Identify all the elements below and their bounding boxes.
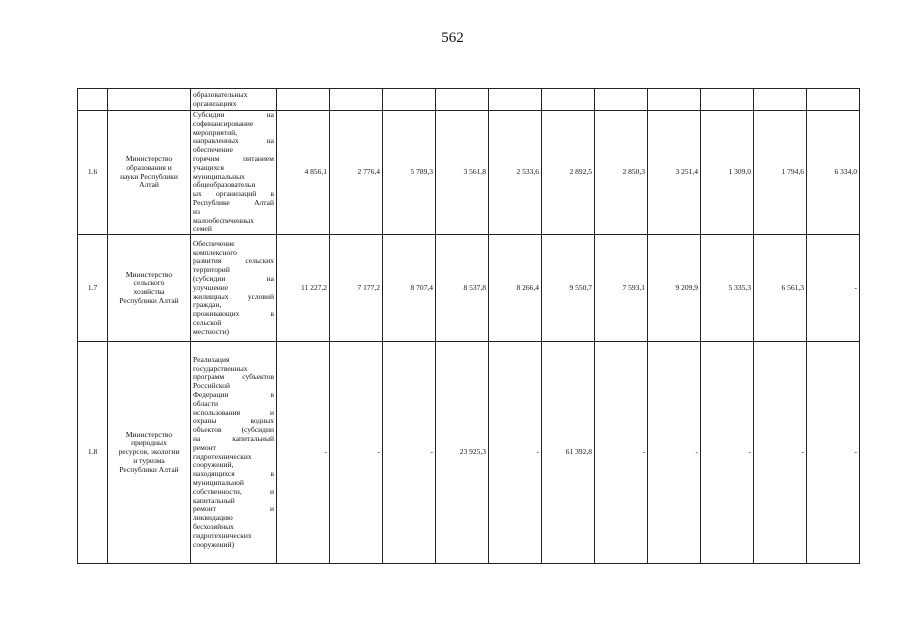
description-line: граждан, bbox=[193, 300, 222, 310]
description-line: Российской bbox=[193, 381, 230, 391]
description-line: общеобразовательн bbox=[193, 180, 256, 190]
description-line: гидротехнических bbox=[193, 530, 252, 540]
description-line: гидротехнических bbox=[193, 451, 252, 461]
value-cell: - bbox=[277, 342, 330, 564]
value-cell bbox=[648, 89, 701, 111]
ministry-line: Алтай bbox=[139, 180, 159, 190]
value-cell: 8 537,8 bbox=[436, 235, 489, 342]
description-line: сооружений, bbox=[193, 460, 234, 470]
ministry-line: Министерство bbox=[125, 269, 173, 279]
description-line: сельской bbox=[193, 317, 222, 327]
description-line: направленных на bbox=[193, 136, 274, 146]
description-line: собственности, и bbox=[193, 486, 274, 496]
ministry-cell bbox=[108, 235, 191, 342]
description-line: проживающих в bbox=[193, 309, 274, 319]
description-cell bbox=[191, 342, 277, 564]
value-cell bbox=[383, 89, 436, 111]
description-line: мероприятий, bbox=[193, 127, 237, 137]
description-line: образовательных bbox=[193, 89, 248, 99]
description-line: комплексного bbox=[193, 247, 237, 257]
ministry-line: Республики Алтай bbox=[119, 464, 179, 474]
value-cell: 2 776,4 bbox=[330, 111, 383, 235]
ministry-line: Министерство bbox=[125, 153, 173, 163]
value-cell: 7 177,2 bbox=[330, 235, 383, 342]
value-cell: 6 561,3 bbox=[754, 235, 807, 342]
value-cell: 61 392,8 bbox=[542, 342, 595, 564]
value-cell: 2 850,3 bbox=[595, 111, 648, 235]
description-line: государственных bbox=[193, 363, 248, 373]
ministry-line: Республики Алтай bbox=[119, 295, 179, 305]
value-cell bbox=[701, 89, 754, 111]
description-line: семей bbox=[193, 224, 212, 234]
value-cell bbox=[489, 89, 542, 111]
description-line: ых организаций в bbox=[193, 189, 274, 199]
value-cell bbox=[330, 89, 383, 111]
ministry-line: хозяйства bbox=[133, 287, 165, 297]
value-cell: 8 707,4 bbox=[383, 235, 436, 342]
description-line: ремонт и bbox=[193, 504, 274, 514]
value-cell bbox=[754, 89, 807, 111]
description-line: Обеспечение bbox=[193, 238, 235, 248]
value-cell: 3 251,4 bbox=[648, 111, 701, 235]
value-cell: 23 925,3 bbox=[436, 342, 489, 564]
description-line: улучшение bbox=[193, 282, 229, 292]
value-cell: 3 561,8 bbox=[436, 111, 489, 235]
description-cell bbox=[191, 89, 277, 111]
ministry-cell bbox=[108, 111, 191, 235]
description-line: Республике Алтай bbox=[193, 197, 274, 207]
value-cell: - bbox=[330, 342, 383, 564]
ministry-line: науки Республики bbox=[120, 171, 178, 181]
description-line: бесхозяйных bbox=[193, 522, 234, 532]
row-number-cell: 1.6 bbox=[78, 111, 108, 235]
value-cell: 1 309,0 bbox=[701, 111, 754, 235]
budget-table bbox=[77, 88, 860, 564]
description-line: использования и bbox=[193, 407, 274, 417]
value-cell: - bbox=[701, 342, 754, 564]
value-cell: 11 227,2 bbox=[277, 235, 330, 342]
table-row bbox=[78, 235, 860, 342]
ministry-line: природных bbox=[131, 438, 167, 448]
value-cell: 4 856,1 bbox=[277, 111, 330, 235]
ministry-line: образования и bbox=[126, 162, 172, 172]
description-line: учащихся bbox=[193, 162, 224, 172]
description-line: из bbox=[193, 206, 200, 216]
description-line: Федерации в bbox=[193, 390, 274, 400]
value-cell: - bbox=[383, 342, 436, 564]
value-cell: 2 892,5 bbox=[542, 111, 595, 235]
page-number: 562 bbox=[441, 30, 464, 46]
description-line: объектов (субсидии bbox=[193, 425, 274, 435]
description-line: местности) bbox=[193, 326, 229, 336]
value-cell bbox=[436, 89, 489, 111]
ministry-line: ресурсов, экологии bbox=[118, 447, 180, 457]
value-cell: 2 533,6 bbox=[489, 111, 542, 235]
description-line: охраны водных bbox=[193, 416, 274, 426]
description-line: Субсидии на bbox=[193, 110, 274, 119]
value-cell: - bbox=[489, 342, 542, 564]
table-row bbox=[78, 342, 860, 564]
value-cell: - bbox=[807, 342, 860, 564]
description-cell bbox=[191, 235, 277, 342]
value-cell: - bbox=[595, 342, 648, 564]
row-number-cell: 1.7 bbox=[78, 235, 108, 342]
ministry-line: сельского bbox=[133, 278, 165, 288]
value-cell: 5 335,3 bbox=[701, 235, 754, 342]
description-line: организациях bbox=[193, 98, 237, 108]
ministry-cell bbox=[108, 89, 191, 111]
description-line: муниципальной bbox=[193, 478, 244, 488]
value-cell: 1 794,6 bbox=[754, 111, 807, 235]
value-cell bbox=[277, 89, 330, 111]
description-line: ликвидацию bbox=[193, 513, 233, 523]
description-line: ремонт bbox=[193, 442, 216, 452]
description-line: горячим питанием bbox=[193, 153, 274, 163]
description-line: территорий bbox=[193, 265, 230, 275]
value-cell bbox=[807, 89, 860, 111]
value-cell bbox=[595, 89, 648, 111]
row-number-cell bbox=[78, 89, 108, 111]
description-line: жилищных условий bbox=[193, 291, 274, 301]
description-line: на капитальный bbox=[193, 434, 274, 444]
table-row bbox=[78, 89, 860, 111]
table-row bbox=[78, 111, 860, 235]
value-cell bbox=[542, 89, 595, 111]
description-line: развития сельских bbox=[193, 256, 274, 266]
description-line: находящихся в bbox=[193, 469, 274, 479]
description-line: (субсидии на bbox=[193, 273, 274, 283]
description-line: программ субъектов bbox=[193, 372, 274, 382]
ministry-line: и туризма bbox=[133, 456, 165, 466]
description-line: обеспечение bbox=[193, 145, 233, 155]
value-cell: 7 593,1 bbox=[595, 235, 648, 342]
value-cell: - bbox=[648, 342, 701, 564]
value-cell: - bbox=[807, 235, 860, 342]
description-line: капитальный bbox=[193, 495, 235, 505]
description-line: Реализация bbox=[193, 354, 230, 364]
ministry-line: Министерство bbox=[125, 429, 173, 439]
description-line: сооружений) bbox=[193, 539, 235, 549]
description-cell bbox=[191, 111, 277, 235]
value-cell: 8 266,4 bbox=[489, 235, 542, 342]
value-cell: - bbox=[754, 342, 807, 564]
value-cell: 9 550,7 bbox=[542, 235, 595, 342]
value-cell: 9 209,9 bbox=[648, 235, 701, 342]
ministry-cell bbox=[108, 342, 191, 564]
row-number-cell: 1.8 bbox=[78, 342, 108, 564]
description-line: софинансирование bbox=[193, 118, 254, 128]
value-cell: 6 334,0 bbox=[807, 111, 860, 235]
description-line: муниципальных bbox=[193, 171, 245, 181]
description-line: малообеспеченных bbox=[193, 215, 254, 225]
description-line: области bbox=[193, 398, 219, 408]
value-cell: 5 789,3 bbox=[383, 111, 436, 235]
